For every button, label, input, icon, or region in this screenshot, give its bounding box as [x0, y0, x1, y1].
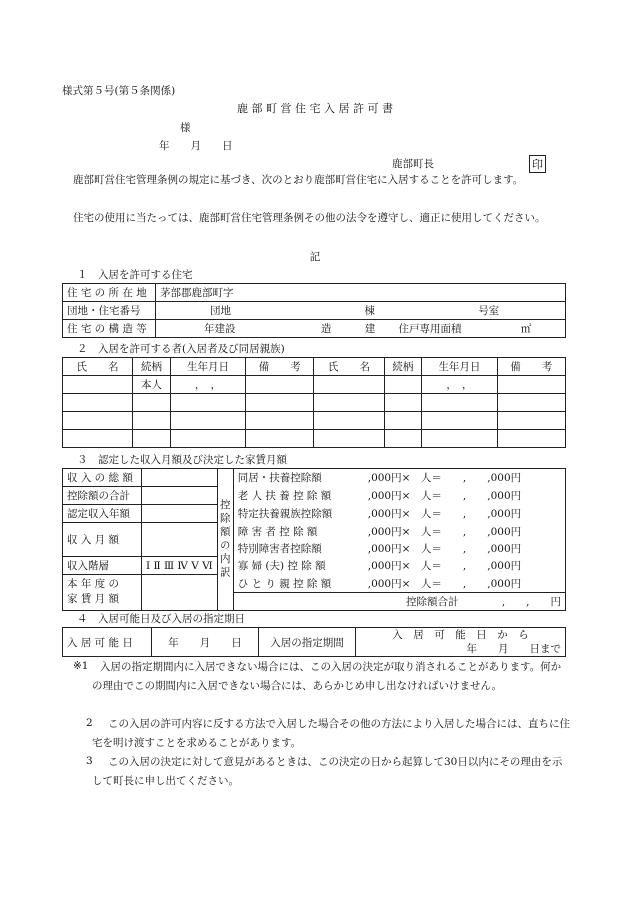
- annual-income-label: 認定収入年額: [63, 505, 142, 523]
- note-2: この入居の許可内容に反する方法で入居した場合その他の方法により入居した場合には、直ちに住宅を明け渡すことを求めることがあります。: [92, 718, 570, 749]
- residents-table: [62, 357, 566, 448]
- table-row: [63, 412, 566, 430]
- number-value: [156, 302, 566, 320]
- deduction-name: 寡 婦 (夫) 控 除 額: [233, 557, 364, 575]
- intro-paragraph-1: 鹿部町営住宅管理条例の規定に基づき、次のとおり鹿部町営住宅に入居することを許可します。: [73, 174, 524, 186]
- number-label: 団地・住宅番号: [63, 302, 156, 320]
- note-1: 入居の指定期間内に入居できない場合には、この入居の決定が取り消されることがあります。何かの理由でこの期間内に入居できない場合には、あらかじめ申し出なければいけません。: [92, 661, 562, 692]
- birthdate-placeholder: ， ，: [170, 376, 245, 394]
- deduction-calc: ,000円× 人＝ , ,000円: [364, 540, 566, 557]
- deduction-name: 特定扶養親族控除額: [233, 505, 364, 523]
- location-value: 茅部郡鹿部町字: [156, 284, 566, 302]
- move-in-possible-label: 入 居 可 能 日: [63, 628, 152, 657]
- col-relation: 続柄: [133, 358, 171, 376]
- note-3: この入居の決定に対して意見があるときは、この決定の日から起算して30日以内にその理由を示して町長に申し出てください。: [92, 756, 563, 787]
- deduction-calc: ,000円× 人＝ , ,000円: [364, 469, 566, 487]
- deduction-calc: ,000円× 人＝ , ,000円: [364, 505, 566, 523]
- ki-mark: 記: [309, 251, 321, 263]
- area-label: 住戸専用面積: [398, 323, 462, 335]
- deduction-total-label: 控除額の合計: [63, 487, 142, 505]
- period-until: 年 月 日まで: [466, 643, 561, 655]
- move-in-period-label: 入居の指定期間: [259, 628, 356, 657]
- location-label: 住 宅 の 所 在 地: [63, 284, 156, 302]
- addressee: 様: [180, 122, 191, 134]
- structure-label: 住 宅 の 構 造 等: [63, 320, 156, 338]
- housing-table: [62, 283, 566, 338]
- residents-header-row: [63, 358, 566, 376]
- section-3-heading: ３ 認定した収入月額及び決定した家賃月額: [77, 454, 287, 466]
- move-in-possible-date: 年 月 日: [152, 628, 259, 657]
- deduction-name: ひ と り 親 控 除 額: [233, 575, 364, 593]
- section-2-heading: ２ 入居を許可する者(入居者及び同居親族): [77, 343, 285, 355]
- note-mark: 3: [86, 755, 93, 767]
- col-relation: 続柄: [384, 358, 422, 376]
- goushitsu-label: 号室: [478, 305, 500, 317]
- deduction-calc: ,000円× 人＝ , ,000円: [364, 575, 566, 593]
- seal-mark: 印: [529, 155, 546, 173]
- period-from: 入 居 可 能 日 か ら: [392, 629, 529, 641]
- table-row: [63, 430, 566, 448]
- deduction-total-row: [233, 592, 565, 610]
- move-in-period-value: [356, 628, 566, 657]
- self-relation: 本人: [133, 376, 171, 394]
- year-built-label: 年建設: [204, 323, 236, 335]
- deduction-breakdown-label: 控除額の内訳: [217, 469, 233, 611]
- tou-label: 棟: [364, 305, 375, 317]
- note-mark: ※1: [73, 660, 89, 672]
- birthdate-placeholder: ， ，: [422, 376, 497, 394]
- deduction-name: 特別障害者控除額: [233, 540, 364, 557]
- income-table: [62, 468, 566, 611]
- monthly-income-label: 収 入 月 額: [63, 523, 142, 557]
- deduction-name: 同居・扶養控除額: [233, 469, 364, 487]
- section-1-heading: １ 入居を許可する住宅: [77, 269, 193, 281]
- zou-label: 造: [320, 323, 332, 335]
- col-remarks: 備 考: [497, 358, 565, 376]
- m2-label: ㎡: [520, 323, 532, 335]
- issue-date: 年 月 日: [159, 140, 233, 152]
- intro-paragraph-2: 住宅の使用に当たっては、鹿部町営住宅管理条例その他の法令を遵守し、適正に使用してください。: [73, 212, 546, 224]
- income-tier-options: Ⅰ Ⅱ Ⅲ Ⅳ Ⅴ Ⅵ: [142, 557, 218, 575]
- income-tier-label: 収入階層: [63, 557, 142, 575]
- deduction-name: 障 害 者 控 除 額: [233, 523, 364, 540]
- issuer: 鹿部町長: [392, 158, 434, 170]
- deduction-calc: ,000円× 人＝ , ,000円: [364, 557, 566, 575]
- ken-label: 建: [364, 323, 376, 335]
- col-birthdate: 生年月日: [170, 358, 245, 376]
- col-birthdate: 生年月日: [422, 358, 497, 376]
- note-mark: 2: [86, 717, 93, 729]
- col-name: 氏 名: [314, 358, 384, 376]
- rent-label: 本 年 度 の 家 賃 月 額: [63, 575, 142, 611]
- income-total-label: 収 入 の 総 額: [63, 469, 142, 487]
- deduction-calc: ,000円× 人＝ , ,000円: [364, 523, 566, 540]
- document-title: 鹿 部 町 営 住 宅 入 居 許 可 書: [237, 102, 393, 115]
- table-row: [63, 376, 566, 394]
- deduction-sum-label: 控除額合計: [405, 595, 459, 608]
- structure-value: [156, 320, 566, 338]
- form-number: 様式第５号(第５条関係): [62, 85, 176, 97]
- col-remarks: 備 考: [246, 358, 314, 376]
- deduction-calc: ,000円× 人＝ , ,000円: [364, 487, 566, 505]
- section-4-heading: ４ 入居可能日及び入居の指定期日: [77, 613, 245, 625]
- col-name: 氏 名: [63, 358, 133, 376]
- move-in-table: [62, 627, 566, 657]
- deduction-sum-value: , , 円: [501, 595, 561, 608]
- danchi-label: 団地: [210, 305, 231, 317]
- table-row: [63, 394, 566, 412]
- deduction-name: 老 人 扶 養 控 除 額: [233, 487, 364, 505]
